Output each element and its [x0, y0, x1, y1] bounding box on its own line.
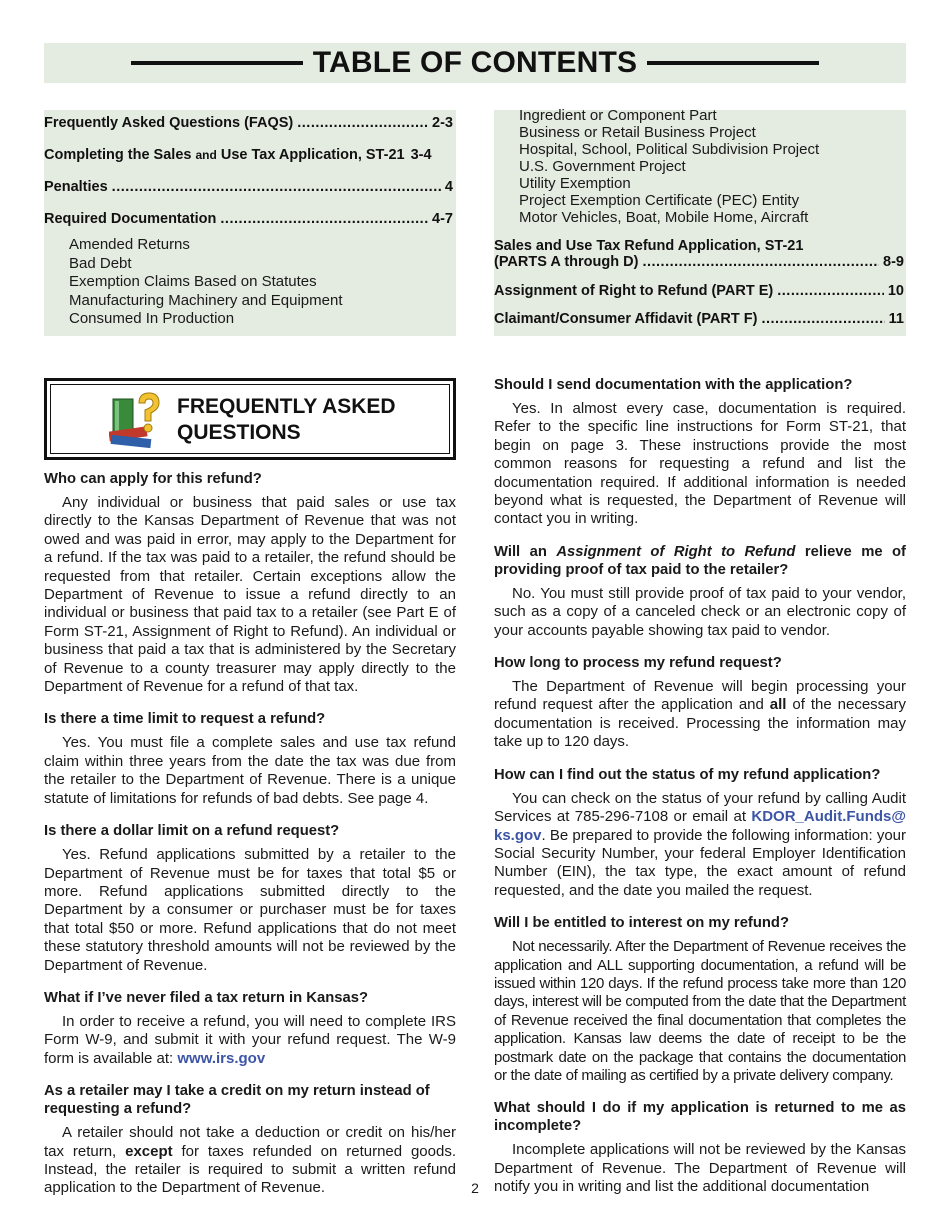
toc-entry-page: 3-4: [410, 147, 432, 163]
toc-sub-item[interactable]: Amended Returns: [69, 236, 190, 253]
faq-left-column: [44, 470, 456, 1212]
faq-heading-box: [44, 378, 456, 460]
toc-sublist-right: [519, 107, 819, 226]
toc-sub-item[interactable]: Bad Debt: [69, 254, 132, 272]
toc-leader-dots: [112, 179, 441, 195]
toc-sub-item[interactable]: Ingredient or Component Part: [519, 107, 717, 124]
question-interest: Will I be entitled to interest on my refund?: [494, 915, 789, 932]
answer-time-limit: Yes. You must file a complete sales and use tax refund claim within three years from the date the tax was due from the retailer to the Department of Revenue. There is a unique statute of limitations for refunds of bad debts. See page 4.: [44, 734, 456, 807]
toc-sub-item[interactable]: Exemption Claims Based on Statutes: [69, 273, 317, 291]
toc-rule-right: [647, 61, 819, 65]
toc-entry-label: Sales and Use Tax Refund Application, ST-21: [494, 238, 804, 254]
toc-entry-page: 4-7: [432, 211, 453, 227]
irs-link[interactable]: www.irs.gov: [177, 1049, 266, 1067]
toc-entry-page: 8-9: [883, 254, 904, 270]
toc-entry-label: Required Documentation: [44, 211, 217, 227]
books-question-icon: [109, 389, 165, 456]
answer-interest: Not necessarily. After the Department of Revenue receives the application and ALL supporting documentation, a refund will be issued within 120 days. If the refund process take more than 120 days, interest will be computed from the date that the Department of Revenue received the final documentation that completes the application. Kansas law deems the date of receipt to be the postmark date on the package that contains the documentation or the date of mailing as certified by a private delivery company.: [494, 938, 906, 1084]
page-number: 2: [471, 1180, 479, 1196]
email-link[interactable]: KDOR_Audit.Funds@ ks.gov: [494, 808, 906, 844]
question-dollar-limit: Is there a dollar limit on a refund request?: [44, 823, 340, 840]
toc-entry-label: Frequently Asked Questions (FAQS): [44, 115, 294, 131]
toc-entry-label: (PARTS A through D): [494, 254, 639, 270]
question-status: How can I find out the status of my refund application?: [494, 766, 881, 783]
toc-entry-refund-application[interactable]: [494, 238, 904, 270]
question-retailer-credit: As a retailer may I take a credit on my return instead of requesting a refund?: [44, 1083, 430, 1118]
toc-entry-page: 4: [444, 179, 453, 195]
toc-entry-page: 2-3: [432, 115, 453, 131]
toc-entry-affidavit[interactable]: [494, 311, 904, 327]
question-assignment-right: Will an Assignment of Right to Refund relieve me of providing proof of tax paid to the retailer?: [494, 543, 906, 578]
toc-sub-item[interactable]: U.S. Government Project: [519, 158, 686, 175]
toc-entry-label: Penalties: [44, 179, 108, 195]
toc-header: [44, 43, 906, 83]
toc-entry-page: 10: [887, 283, 904, 299]
faq-right-column: [494, 376, 906, 1211]
toc-sub-item[interactable]: Hospital, School, Political Subdivision Project: [519, 141, 820, 158]
toc-right-panel: [494, 107, 906, 336]
answer-assignment-right: No. You must still provide proof of tax paid to your vendor, such as a copy of a canceled check or an electronic copy of your accounts payable showing tax paid to vendor.: [494, 584, 906, 639]
toc-leader-dots: [777, 283, 884, 299]
answer-incomplete: Incomplete applications will not be reviewed by the Kansas Department of Revenue. The Department of Revenue will notify you in writing and list the additional documentation: [494, 1141, 906, 1196]
toc-sub-item[interactable]: Utility Exemption: [519, 175, 631, 192]
question-how-long: How long to process my refund request?: [494, 655, 782, 672]
toc-entry-penalties[interactable]: [44, 179, 453, 195]
question-never-filed: What if I’ve never filed a tax return in Kansas?: [44, 989, 368, 1006]
toc-left-panel: [44, 110, 456, 336]
answer-retailer-credit: A retailer should not take a deduction or credit on his/her tax return, except for taxes refunded on returned goods. Instead, the retailer is required to submit a written refund application to the Department of Revenue.: [44, 1124, 457, 1197]
answer-who-can-apply: Any individual or business that paid sales or use tax directly to the Kansas Department of Revenue that was not owed and was paid in error, may apply to the Department for a refund. If the tax was paid to a retailer, the refund should be requested from that retailer. Certain exceptions allow the Department of Revenue to issue a refund directly to an individual or business that paid tax to a retailer (see Part E of Form ST-21, Assignment of Right to Refund). An individual or business that paid a tax that is administered by the Secretary of Revenue to a county treasurer may apply directly to the Department of Revenue for a refund of that tax.: [44, 494, 456, 696]
toc-entry-label: Assignment of Right to Refund (PART E): [494, 283, 774, 299]
question-who-can-apply: Who can apply for this refund?: [44, 471, 262, 487]
toc-rule-left: [131, 61, 303, 65]
toc-leader-dots: [642, 254, 879, 270]
toc-leader-dots: [220, 211, 428, 227]
toc-entry-label: Claimant/Consumer Affidavit (PART F): [494, 311, 758, 327]
answer-never-filed: In order to receive a refund, you will need to complete IRS Form W-9, and submit it with your refund request. The W-9 form is available at: www.irs.gov: [44, 1012, 456, 1067]
answer-status: You can check on the status of your refund by calling Audit Services at 785-296-7108 or email at KDOR_Audit.Funds@ ks.gov. Be prepared to provide the following information: your Social Security Number, your federal Employer Identification Number (EIN), the tax type, the exact amount of refund requested, and the date you mailed the request.: [494, 789, 906, 899]
toc-sub-item[interactable]: Project Exemption Certificate (PEC) Entity: [519, 192, 800, 209]
toc-leader-dots: [297, 115, 428, 131]
question-incomplete: What should I do if my application is returned to me as incomplete?: [494, 1100, 906, 1135]
toc-sublist-left: [69, 236, 343, 329]
toc-sub-item[interactable]: Motor Vehicles, Boat, Mobile Home, Aircraft: [519, 209, 809, 226]
faq-heading: FREQUENTLY ASKED QUESTIONS: [177, 395, 396, 444]
toc-leader-dots: [761, 311, 884, 327]
toc-sub-item[interactable]: Consumed In Production: [69, 310, 235, 328]
toc-entry-label: Completing the Sales and Use Tax Application, ST-21: [44, 147, 405, 163]
answer-dollar-limit: Yes. Refund applications submitted by a retailer to the Department of Revenue must be for taxes that total $5 or more. Refund applications submitted directly to the Department by a consumer or purchaser must be for taxes that total $50 or more. Refund applications that do not meet these statutory threshold amounts will not be reviewed by the Department of Revenue.: [44, 846, 456, 974]
toc-entry-completing[interactable]: [44, 147, 453, 163]
answer-send-documentation: Yes. In almost every case, documentation is required. Refer to the specific line instructions for Form ST-21, that begin on page 3. These instructions provide the most common reasons for requesting a refund and list the documentation required. If additional information is needed beyond what is requested, the Department of Revenue will contact you in writing.: [494, 400, 906, 528]
toc-entry-page: 11: [888, 311, 904, 327]
toc-sub-item[interactable]: Business or Retail Business Project: [519, 124, 756, 141]
toc-sub-item[interactable]: Manufacturing Machinery and Equipment: [69, 291, 343, 309]
question-time-limit: Is there a time limit to request a refund?: [44, 711, 326, 728]
toc-title: TABLE OF CONTENTS: [312, 46, 638, 79]
answer-how-long: The Department of Revenue will begin processing your refund request after the application and all of the necessary documentation is received. Processing the information may take up to 120 days.: [494, 678, 906, 751]
toc-entry-documentation[interactable]: [44, 211, 453, 227]
toc-entry-faqs[interactable]: [44, 115, 453, 131]
toc-entry-assignment[interactable]: [494, 283, 904, 299]
question-send-documentation: Should I send documentation with the application?: [494, 377, 853, 393]
